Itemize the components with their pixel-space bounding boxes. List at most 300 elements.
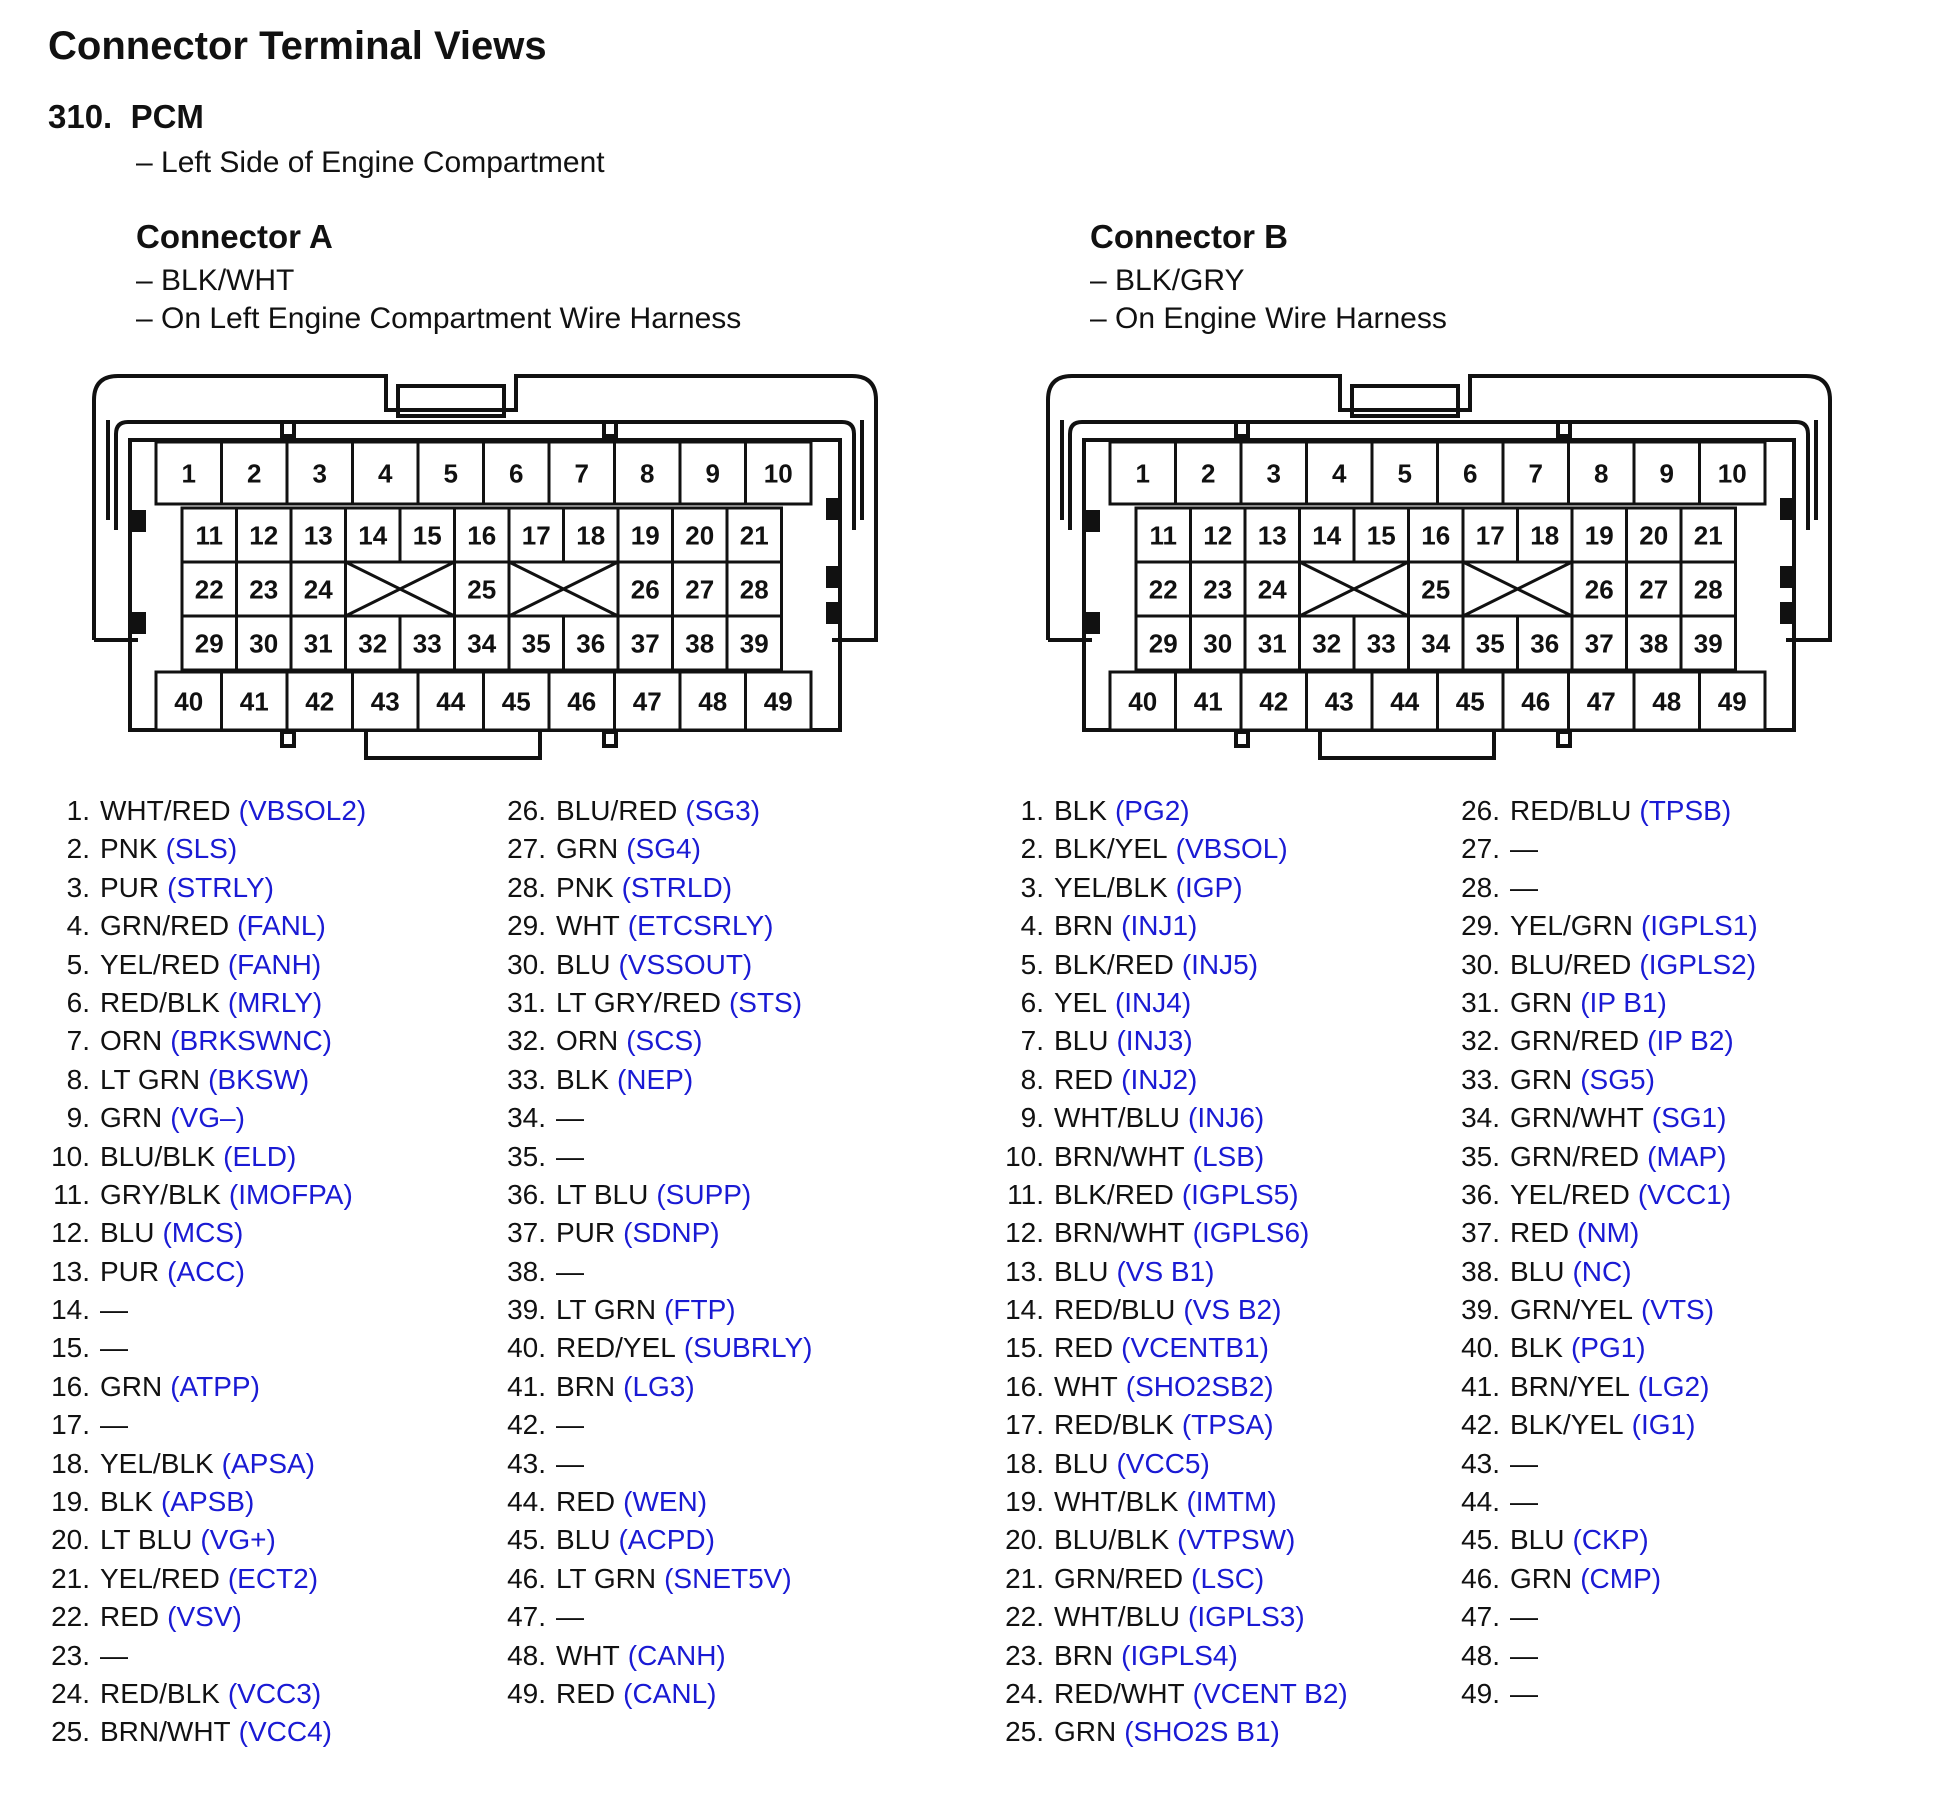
pin-entry	[992, 1598, 1348, 1636]
pin-entry	[494, 830, 812, 868]
terminal-label: 25	[467, 574, 497, 605]
terminal-label: 16	[467, 520, 497, 551]
pin-number: 36.	[1461, 1178, 1500, 1210]
terminal-label: 43	[1324, 686, 1354, 717]
key-tab	[826, 498, 840, 520]
terminal-label: 31	[303, 628, 333, 659]
terminal-label: 27	[685, 574, 715, 605]
pin-entry	[494, 907, 812, 945]
pin-wire-color: BLU	[100, 1217, 155, 1249]
pin-number: 8.	[66, 1063, 90, 1095]
pin-number: 9.	[1020, 1102, 1044, 1134]
pin-wire-color: WHT/BLU	[1054, 1601, 1180, 1633]
terminal-label: 23	[249, 574, 279, 605]
terminal-label: 31	[1257, 628, 1287, 659]
terminal-label: 16	[1421, 520, 1451, 551]
pin-wire-color: WHT	[556, 910, 620, 942]
pin-entry	[992, 1445, 1348, 1483]
pin-wire-color: —	[556, 1601, 584, 1633]
terminal-label: 48	[698, 686, 728, 717]
connector-a-color: – BLK/WHT	[136, 264, 295, 297]
pin-wire-color: YEL/RED	[100, 1562, 220, 1594]
pin-number: 1.	[1020, 795, 1044, 826]
pin-entry	[38, 1675, 366, 1713]
pin-wire-color: WHT/BLU	[1054, 1102, 1180, 1134]
pin-number: 13.	[1005, 1255, 1044, 1287]
pin-wire-color: BLK/RED	[1054, 1178, 1174, 1210]
terminal-label: 43	[370, 686, 400, 717]
pin-signal: (LG2)	[1637, 1370, 1710, 1402]
pin-entry	[1448, 1445, 1758, 1483]
terminal-label: 41	[1193, 686, 1223, 717]
pin-entry	[1448, 984, 1758, 1022]
pin-entry	[38, 1521, 366, 1559]
pin-signal: (SUPP)	[656, 1178, 752, 1210]
pin-entry	[494, 792, 812, 830]
pin-signal: (ELD)	[223, 1140, 297, 1172]
pin-wire-color: RED	[100, 1601, 160, 1633]
pin-number: 2.	[1020, 833, 1044, 865]
pin-wire-color: RED/BLU	[1054, 1294, 1176, 1326]
pin-wire-color: BLK	[556, 1063, 609, 1095]
terminal-label: 47	[1586, 686, 1616, 717]
terminal-label: 22	[1148, 574, 1178, 605]
pin-number: 17.	[1005, 1409, 1044, 1441]
pin-number: 45.	[1461, 1524, 1500, 1556]
pin-number: 30.	[507, 948, 546, 980]
terminal-label: 25	[1421, 574, 1451, 605]
pin-signal: (VCC1)	[1637, 1178, 1732, 1210]
pin-number: 35.	[507, 1140, 546, 1172]
terminal-label: 19	[1584, 520, 1614, 551]
pin-number: 21.	[1005, 1562, 1044, 1594]
pin-entry	[1448, 1214, 1758, 1252]
pin-number: 18.	[51, 1447, 90, 1479]
pin-signal: (NM)	[1577, 1217, 1640, 1249]
terminal-label: 15	[1366, 520, 1396, 551]
terminal-label: 21	[739, 520, 769, 551]
pin-wire-color: PNK	[556, 871, 614, 903]
terminal-label: 26	[630, 574, 660, 605]
pin-wire-color: BLU/BLK	[100, 1140, 216, 1172]
pin-entry	[992, 946, 1348, 984]
pin-signal: (SHO2SB2)	[1125, 1370, 1274, 1402]
pin-wire-color: BLU	[556, 1524, 611, 1556]
terminal-label: 23	[1203, 574, 1233, 605]
pin-number: 42.	[1461, 1409, 1500, 1441]
pin-number: 1.	[66, 795, 90, 826]
pin-wire-color: GRN/RED	[1510, 1025, 1640, 1057]
pin-number: 29.	[1461, 910, 1500, 942]
terminal-label: 21	[1693, 520, 1723, 551]
pin-wire-color: LT GRN	[556, 1562, 657, 1594]
pin-wire-color: ORN	[556, 1025, 619, 1057]
terminal-label: 35	[521, 628, 551, 659]
pin-entry	[992, 1368, 1348, 1406]
pin-entry	[992, 1329, 1348, 1367]
terminal-label: 2	[247, 458, 262, 489]
pin-wire-color: BLK	[1054, 795, 1107, 826]
pin-signal: (PG1)	[1570, 1332, 1646, 1364]
pin-entry	[992, 907, 1348, 945]
pin-wire-color: GRN	[1054, 1716, 1117, 1748]
pin-entry	[38, 1214, 366, 1252]
pin-entry	[38, 1483, 366, 1521]
pin-number: 14.	[1005, 1294, 1044, 1326]
pin-number: 42.	[507, 1409, 546, 1441]
pin-number: 44.	[507, 1486, 546, 1518]
pin-number: 6.	[1020, 986, 1044, 1018]
pin-wire-color: —	[100, 1294, 128, 1326]
pin-signal: (BKSW)	[208, 1063, 310, 1095]
pin-signal: (INJ2)	[1121, 1063, 1198, 1095]
pin-signal: (CANH)	[627, 1639, 726, 1671]
pin-wire-color: BLU/RED	[556, 795, 678, 826]
terminal-label: 28	[739, 574, 769, 605]
terminal-label: 1	[1135, 458, 1150, 489]
pin-wire-color: —	[1510, 833, 1538, 865]
pin-number: 23.	[1005, 1639, 1044, 1671]
pin-wire-color: RED	[1054, 1063, 1114, 1095]
terminal-label: 46	[1521, 686, 1551, 717]
terminal-label: 49	[763, 686, 793, 717]
terminal-label: 22	[194, 574, 224, 605]
terminal-label: 45	[501, 686, 531, 717]
pin-number: 25.	[1005, 1716, 1044, 1748]
component-heading	[48, 98, 204, 136]
pin-signal: (BRKSWNC)	[170, 1025, 332, 1057]
pin-signal: (STRLD)	[621, 871, 733, 903]
pin-wire-color: BRN	[556, 1370, 616, 1402]
pin-number: 9.	[66, 1102, 90, 1134]
pin-entry	[992, 1176, 1348, 1214]
terminal-label: 35	[1475, 628, 1505, 659]
pin-number: 10.	[51, 1140, 90, 1172]
terminal-label: 47	[632, 686, 662, 717]
pin-number: 24.	[1005, 1677, 1044, 1709]
terminal-label: 11	[1149, 520, 1177, 551]
pin-number: 38.	[1461, 1255, 1500, 1287]
pin-signal: (SHO2S B1)	[1124, 1716, 1280, 1748]
pin-signal: (STS)	[728, 986, 803, 1018]
pin-number: 5.	[1020, 948, 1044, 980]
pin-wire-color: BLU	[1054, 1255, 1109, 1287]
pin-entry	[1448, 1138, 1758, 1176]
pin-signal: (SG5)	[1580, 1063, 1655, 1095]
pin-number: 25.	[51, 1716, 90, 1748]
pin-number: 43.	[507, 1447, 546, 1479]
pin-entry	[494, 1176, 812, 1214]
key-tab	[1780, 602, 1794, 624]
pin-wire-color: GRN	[1510, 1562, 1573, 1594]
pin-number: 20.	[1005, 1524, 1044, 1556]
post	[1236, 732, 1248, 746]
pin-entry	[992, 1560, 1348, 1598]
connector-a-diagram	[86, 370, 886, 770]
pin-entry	[494, 1138, 812, 1176]
key-tab	[132, 510, 146, 532]
component-name: PCM	[130, 98, 204, 135]
terminal-label: 34	[467, 628, 497, 659]
pin-signal: (FANH)	[227, 948, 322, 980]
pin-signal: (IG1)	[1631, 1409, 1696, 1441]
pin-wire-color: GRN	[100, 1370, 163, 1402]
pin-wire-color: BLU	[556, 948, 611, 980]
terminal-label: 32	[358, 628, 388, 659]
pin-entry	[494, 1214, 812, 1252]
pin-number: 28.	[1461, 871, 1500, 903]
pin-number: 16.	[51, 1370, 90, 1402]
pin-number: 3.	[1020, 871, 1044, 903]
connector-b-pins-col2	[1448, 792, 1758, 1713]
pin-signal: (TPSB)	[1639, 795, 1732, 826]
pin-entry	[1448, 792, 1758, 830]
pin-entry	[38, 1445, 366, 1483]
pin-entry	[494, 1022, 812, 1060]
pin-number: 18.	[1005, 1447, 1044, 1479]
pin-entry	[1448, 1329, 1758, 1367]
pin-signal: (MRLY)	[227, 986, 323, 1018]
terminal-label: 49	[1717, 686, 1747, 717]
pin-number: 37.	[507, 1217, 546, 1249]
pin-entry	[38, 946, 366, 984]
terminal-label: 24	[1257, 574, 1287, 605]
terminal-label: 11	[195, 520, 223, 551]
terminal-label: 26	[1584, 574, 1614, 605]
pin-signal: (FANL)	[237, 910, 326, 942]
pin-signal: (VCC5)	[1116, 1447, 1210, 1479]
pin-signal: (WEN)	[623, 1486, 708, 1518]
pin-number: 48.	[507, 1639, 546, 1671]
pin-entry	[38, 1291, 366, 1329]
terminal-label: 5	[443, 458, 458, 489]
pin-number: 35.	[1461, 1140, 1500, 1172]
pin-entry	[494, 1560, 812, 1598]
pin-number: 28.	[507, 871, 546, 903]
terminal-label: 34	[1421, 628, 1451, 659]
pin-signal: (SG1)	[1651, 1102, 1727, 1134]
pin-wire-color: BLK/YEL	[1054, 833, 1168, 865]
key-tab	[826, 602, 840, 624]
pin-number: 3.	[66, 871, 90, 903]
pin-signal: (SLS)	[165, 833, 238, 865]
pin-entry	[494, 1483, 812, 1521]
pin-number: 29.	[507, 910, 546, 942]
pin-wire-color: WHT/BLK	[1054, 1486, 1179, 1518]
pin-entry	[38, 1329, 366, 1367]
post	[604, 732, 616, 746]
pin-number: 10.	[1005, 1140, 1044, 1172]
pin-number: 47.	[507, 1601, 546, 1633]
terminal-label: 39	[739, 628, 769, 659]
pin-wire-color: YEL	[1054, 986, 1107, 1018]
pin-wire-color: YEL/BLK	[100, 1447, 214, 1479]
post	[1236, 422, 1248, 436]
terminal-label: 1	[181, 458, 196, 489]
pin-entry	[1448, 1061, 1758, 1099]
pin-number: 12.	[51, 1217, 90, 1249]
pin-entry	[38, 1022, 366, 1060]
pin-entry	[992, 984, 1348, 1022]
pin-wire-color: LT GRN	[556, 1294, 657, 1326]
pin-number: 2.	[66, 833, 90, 865]
pin-entry	[992, 1637, 1348, 1675]
pin-signal: (SNET5V)	[664, 1562, 792, 1594]
pin-number: 13.	[51, 1255, 90, 1287]
terminal-label: 12	[249, 520, 279, 551]
terminal-label: 38	[685, 628, 715, 659]
pin-signal: (IMTM)	[1186, 1486, 1277, 1518]
terminal-label: 46	[567, 686, 597, 717]
bottom-tab	[366, 732, 540, 758]
pin-entry	[1448, 1253, 1758, 1291]
pin-wire-color: BLU	[1510, 1255, 1565, 1287]
key-tab	[826, 566, 840, 588]
terminal-label: 10	[763, 458, 793, 489]
pin-number: 49.	[507, 1677, 546, 1709]
terminal-label: 32	[1312, 628, 1342, 659]
pin-number: 4.	[66, 910, 90, 942]
pin-signal: (VS B2)	[1183, 1294, 1282, 1326]
pin-number: 31.	[507, 986, 546, 1018]
pin-entry	[992, 869, 1348, 907]
pin-number: 11.	[53, 1178, 90, 1210]
pin-entry	[494, 1637, 812, 1675]
pin-signal: (INJ1)	[1121, 910, 1198, 942]
pin-entry	[494, 1521, 812, 1559]
pin-signal: (VCENT B2)	[1192, 1677, 1348, 1709]
terminal-label: 18	[576, 520, 606, 551]
terminal-label: 8	[640, 458, 655, 489]
pin-signal: (VCC3)	[227, 1677, 322, 1709]
terminal-label: 7	[1528, 458, 1543, 489]
pin-number: 24.	[51, 1677, 90, 1709]
pin-signal: (INJ5)	[1181, 948, 1259, 980]
pin-number: 48.	[1461, 1639, 1500, 1671]
pin-signal: (PG2)	[1114, 795, 1190, 826]
pin-entry	[38, 1368, 366, 1406]
pin-number: 15.	[51, 1332, 90, 1364]
pin-wire-color: RED/BLK	[1054, 1409, 1174, 1441]
terminal-label: 37	[1584, 628, 1614, 659]
pin-entry	[38, 1560, 366, 1598]
pin-signal: (VCENTB1)	[1121, 1332, 1269, 1364]
pin-number: 40.	[1461, 1332, 1500, 1364]
pin-entry	[38, 1138, 366, 1176]
pin-wire-color: RED/BLK	[100, 1677, 220, 1709]
pin-number: 6.	[66, 986, 90, 1018]
pin-number: 43.	[1461, 1447, 1500, 1479]
pin-signal: (VSSOUT)	[618, 948, 753, 980]
connector-b-title: Connector B	[1090, 218, 1288, 255]
pin-signal: (SG4)	[626, 833, 701, 865]
pin-signal: (FTP)	[664, 1294, 736, 1326]
pin-wire-color: GRN	[556, 833, 619, 865]
pin-wire-color: GRN/RED	[1510, 1140, 1640, 1172]
pin-wire-color: —	[100, 1409, 128, 1441]
pin-signal: (ACPD)	[618, 1524, 715, 1556]
terminal-label: 36	[1530, 628, 1560, 659]
pin-wire-color: RED	[1510, 1217, 1570, 1249]
pin-wire-color: WHT	[556, 1639, 620, 1671]
connector-outline	[86, 370, 886, 770]
pin-entry	[1448, 830, 1758, 868]
pin-entry	[494, 869, 812, 907]
terminal-label: 30	[249, 628, 279, 659]
pin-signal: (NC)	[1572, 1255, 1632, 1287]
connector-outline	[1040, 370, 1840, 770]
pin-number: 26.	[1461, 795, 1500, 826]
pin-wire-color: —	[100, 1332, 128, 1364]
terminal-label: 29	[1148, 628, 1178, 659]
terminal-label: 19	[630, 520, 660, 551]
pin-number: 37.	[1461, 1217, 1500, 1249]
pin-signal: (SDNP)	[623, 1217, 720, 1249]
pin-entry	[494, 1061, 812, 1099]
pin-number: 12.	[1005, 1217, 1044, 1249]
pin-entry	[1448, 1675, 1758, 1713]
pin-signal: (IP B2)	[1647, 1025, 1734, 1057]
terminal-label: 44	[436, 686, 466, 717]
terminal-label: 39	[1693, 628, 1723, 659]
pin-signal: (VG+)	[200, 1524, 276, 1556]
pin-wire-color: —	[556, 1447, 584, 1479]
pin-wire-color: LT GRY/RED	[556, 986, 721, 1018]
pin-entry	[38, 830, 366, 868]
pin-number: 8.	[1020, 1063, 1044, 1095]
pin-number: 32.	[1461, 1025, 1500, 1057]
pin-entry	[992, 1061, 1348, 1099]
pin-entry	[38, 869, 366, 907]
pin-wire-color: PUR	[100, 1255, 160, 1287]
pin-wire-color: LT GRN	[100, 1063, 201, 1095]
pin-entry	[992, 1713, 1348, 1751]
pin-number: 44.	[1461, 1486, 1500, 1518]
pin-wire-color: —	[1510, 1486, 1538, 1518]
terminal-label: 40	[174, 686, 204, 717]
pin-number: 49.	[1461, 1677, 1500, 1709]
terminal-label: 10	[1717, 458, 1747, 489]
terminal-label: 9	[705, 458, 720, 489]
pin-entry	[38, 1099, 366, 1137]
pin-number: 46.	[507, 1562, 546, 1594]
pin-number: 21.	[51, 1562, 90, 1594]
connector-b-pins-col1	[992, 792, 1348, 1752]
pin-entry	[38, 984, 366, 1022]
pin-wire-color: GRN	[1510, 986, 1573, 1018]
pin-wire-color: YEL/BLK	[1054, 871, 1168, 903]
pin-number: 39.	[507, 1294, 546, 1326]
pin-wire-color: BLK	[100, 1486, 153, 1518]
terminal-label: 28	[1693, 574, 1723, 605]
terminal-label: 42	[305, 686, 335, 717]
pin-signal: (VS B1)	[1116, 1255, 1215, 1287]
pin-signal: (IGPLS6)	[1192, 1217, 1310, 1249]
bottom-tab	[1320, 732, 1494, 758]
pin-entry	[494, 1253, 812, 1291]
pin-entry	[1448, 1022, 1758, 1060]
pin-entry	[494, 1329, 812, 1367]
terminal-label: 29	[194, 628, 224, 659]
terminal-label: 48	[1652, 686, 1682, 717]
pin-entry	[1448, 1637, 1758, 1675]
pin-signal: (LG3)	[623, 1370, 695, 1402]
pin-signal: (SG3)	[685, 795, 761, 826]
pin-signal: (IGP)	[1175, 871, 1243, 903]
pin-number: 17.	[51, 1409, 90, 1441]
pin-entry	[494, 946, 812, 984]
terminal-label: 6	[1463, 458, 1478, 489]
